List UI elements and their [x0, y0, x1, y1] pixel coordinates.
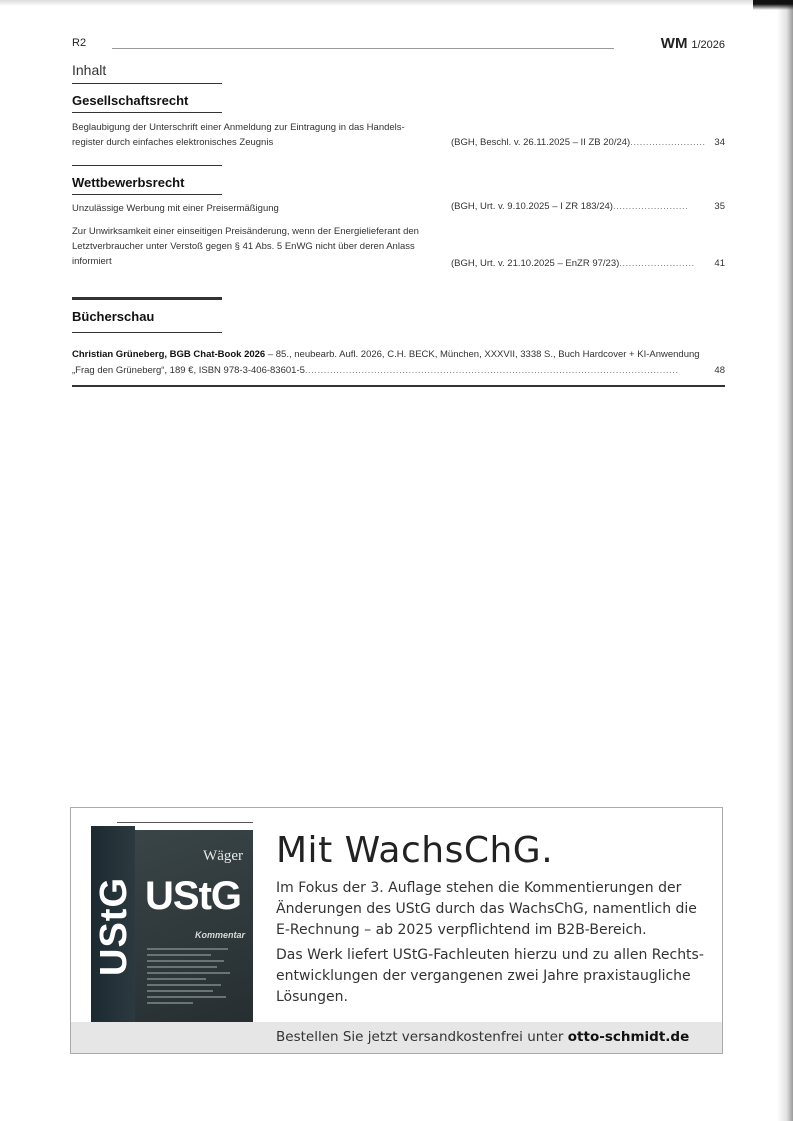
leader-dots: ........................	[630, 137, 706, 148]
section-rule	[72, 83, 222, 84]
leader-dots: ........................	[612, 201, 689, 212]
toc-entry-page: 34	[714, 137, 725, 148]
section-rule	[72, 332, 222, 333]
book-subtitle: Kommentar	[194, 930, 245, 940]
toc-entry-citation: (BGH, Beschl. v. 26.11.2025 – II ZB 20/24)........................	[451, 137, 706, 148]
book-title: UStG	[145, 874, 241, 918]
toc-bottom-rule	[72, 385, 725, 387]
book-author: Wäger	[203, 848, 243, 864]
section-rule	[72, 194, 222, 195]
book-cover-image	[91, 826, 253, 1022]
book-details-2: „Frag den Grüneberg“, 189 €, ISBN 978-3-406-83601-5	[72, 365, 305, 376]
section-title-wettbewerbsrecht: Wettbewerbsrecht	[72, 175, 185, 190]
scan-shadow-right	[777, 0, 793, 1121]
leader-dots: ........................	[619, 258, 695, 269]
toc-entry-text: Zur Unwirksamkeit einer einseitigen Preisänderung, wenn der Energielieferant den Letztverbraucher unter Verstoß gegen § 41 Abs. 5 EnWG nicht über deren Anlass informiert	[72, 226, 419, 267]
page-number: R2	[72, 37, 87, 49]
book-author-list	[147, 948, 239, 1008]
toc-entry-citation: (BGH, Urt. v. 9.10.2025 – I ZR 183/24)........................	[451, 201, 689, 212]
book-author-title: Christian Grüneberg, BGB Chat-Book 2026	[72, 349, 266, 360]
book-line-1	[72, 347, 725, 363]
order-text: Bestellen Sie jetzt versandkostenfrei unter	[276, 1029, 568, 1045]
journal-name: WM	[660, 35, 688, 52]
section-rule	[72, 297, 222, 300]
leader-dots: .......................................................................................................................	[304, 365, 679, 376]
book-front	[135, 830, 253, 1022]
book-spine	[91, 826, 135, 1022]
section-rule	[72, 165, 222, 166]
order-line	[276, 1029, 689, 1045]
header-rule	[112, 48, 614, 49]
book-line-2	[72, 363, 725, 379]
toc-entry-text: Unzulässige Werbung mit einer Preisermäßigung	[72, 203, 279, 214]
scan-corner-mark	[753, 0, 793, 14]
ad-footer	[71, 1022, 722, 1053]
book-spine-title: UStG	[93, 877, 135, 976]
ad-paragraph-1: Im Fokus der 3. Auflage stehen die Kommentierungen der Änderungen des UStG durch das WachsChG, namentlich die E-Rechnung – ab 2025 verpflichtend im B2B-Bereich.	[276, 880, 697, 938]
book-review-entry	[72, 347, 725, 379]
ad-headline: Mit WachsChG.	[276, 830, 554, 871]
section-title-gesellschaftsrecht: Gesellschaftsrecht	[72, 93, 189, 108]
toc-entry-text: Beglaubigung der Unterschrift einer Anmeldung zur Eintragung in das Handelsregister durch einfaches elektronisches Zeugnis	[72, 122, 405, 148]
issue-number: 1/2026	[691, 39, 725, 51]
order-link[interactable]: otto-schmidt.de	[567, 1029, 690, 1045]
ad-paragraph-2: Das Werk liefert UStG-Fachleuten hierzu und zu allen Rechtsentwicklungen der vergangenen zwei Jahre praxistaugliche Lösungen.	[276, 947, 704, 1005]
book-details: – 85., neubearb. Aufl. 2026, C.H. BECK, München, XXXVII, 3338 S., Buch Hardcover + KI-Anwendung	[265, 349, 700, 360]
book-page: 48	[714, 365, 725, 376]
journal-issue	[661, 35, 725, 52]
section-title-buecherschau: Bücherschau	[72, 309, 155, 324]
scan-shadow-top	[0, 0, 793, 6]
toc-entry-page: 41	[714, 258, 725, 269]
toc-entry-citation: (BGH, Urt. v. 21.10.2025 – EnZR 97/23)........................	[451, 258, 695, 269]
advertisement	[70, 807, 723, 1054]
toc-entry-page: 35	[714, 201, 725, 212]
toc-title: Inhalt	[72, 62, 107, 78]
section-rule	[72, 112, 222, 113]
